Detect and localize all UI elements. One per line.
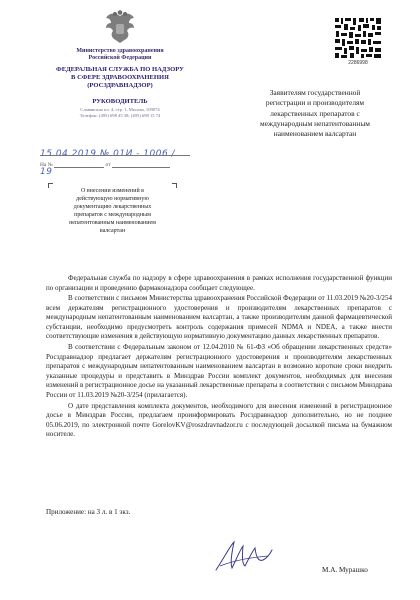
paragraph-3: В соответствии с Федеральным законом от 12.04.2010 № 61-ФЗ «Об обращении лекарственных средств» Росздравнадзор предлагает держателям регистрационного удостоверения и производителям лекарственных препаратов с международным непатентованным наименованием валсартан в возможно короткие сроки внедрить указанные процедуры и представить в Минздрав России комплект документов, необходимых для внесения изменений в регистрационное досье на указанный лекарственные препараты в соответствии с письмом Минздрава России от 11.03.2019 №20-3/254 (прилагается). [46, 343, 392, 399]
paragraph-4: О дате представления комплекта документов, необходимого для внесения изменений в регистрационное досье в Минздрав России, предлагаем проинформировать Росздравнадзор дополнительно, но не позднее 05.06.2019, по электронной почте GorelovKV@roszdravnadzor.ru с последующей досылкой письма на бумажном носителе. [46, 401, 392, 439]
service-name: ФЕДЕРАЛЬНАЯ СЛУЖБА ПО НАДЗОРУ В СФЕРЕ ЗДРАВООХРАНЕНИЯ (РОСЗДРАВНАДЗОР) [56, 66, 184, 89]
registration-rule [40, 155, 190, 156]
reference-date-rule [112, 167, 170, 168]
paragraph-1: Федеральная служба по надзору в сфере здравоохранения в рамках исполнения государственной функции по организации и проведению фармаконадзора сообщает следующее. [46, 274, 392, 292]
registration-number: 15.04.2019 № 01И - 1006 / 19 [40, 149, 176, 177]
reference-number-rule [54, 167, 104, 168]
signer-name: М.А. Мурашко [322, 566, 368, 574]
reference-line [40, 162, 190, 168]
paragraph-2: В соответствии с письмом Министерства здравоохранения Российской Федерации от 11.03.2019 №20-3/254 всем держателям регистрационного удостоверения и производителям лекарственных препаратов с международным непатентованным наименованием валсартан, а также производителям данной фармацевтической субстанции, необходимо предусмотреть контроль содержания примесей NDMA и NDEA, а также внести соответствующие изменения в действующую нормативную документацию данных лекарственных препаратов. [46, 294, 392, 341]
letter-body [46, 274, 392, 441]
barcode-icon [333, 16, 383, 60]
attachment-note: Приложение: на 3 л. в 1 экз. [46, 508, 131, 516]
reference-from: от [105, 162, 111, 168]
reference-prefix: На № [40, 162, 53, 168]
russian-coat-of-arms-icon [103, 10, 137, 46]
ministry-name: Министерство здравоохранения Российской Федерации [76, 48, 164, 61]
address: Славянская пл. 4, стр. 1, Москва, 109074 Телефон: (495) 698 45 38; (495) 698 15 74 [79, 107, 161, 118]
subject-bracket-tr [172, 183, 177, 188]
subject: О внесении изменений в действующую нормативную документацию лекарственных препаратов с международным непатентованным наименованием валсартан [69, 188, 156, 235]
role-title: РУКОВОДИТЕЛЬ [92, 98, 148, 105]
letterhead [40, 10, 200, 119]
barcode-number: 2286998 [348, 60, 368, 66]
signature-icon [210, 536, 274, 576]
subject-bracket-tl [48, 183, 53, 188]
recipient: Заявителям государственной регистрации и производителям лекарственных препаратов с международным непатентованным наименованием валсартан [260, 88, 370, 139]
